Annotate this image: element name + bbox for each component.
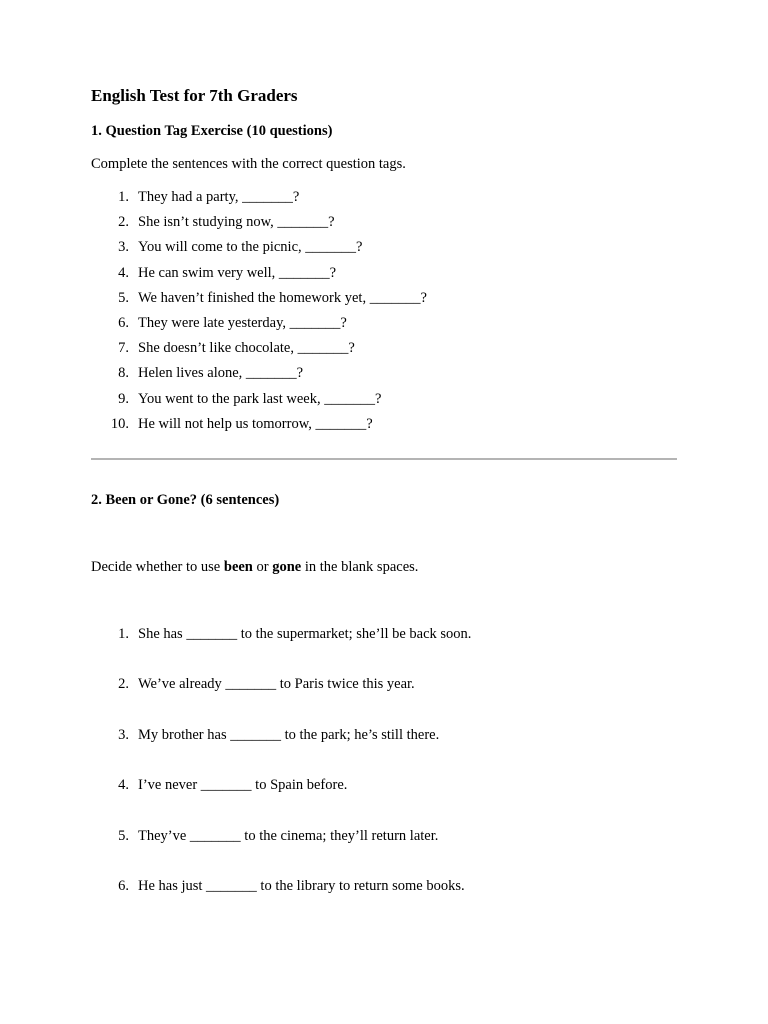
item-text: He will not help us tomorrow, _______?	[138, 415, 373, 432]
section2-instruction	[91, 557, 418, 577]
list-item	[91, 235, 427, 260]
list-item	[91, 210, 427, 235]
item-number: 9.	[118, 390, 129, 407]
list-item	[91, 286, 427, 311]
document-title: English Test for 7th Graders	[91, 86, 298, 105]
item-text: We’ve already _______ to Paris twice this year.	[138, 676, 415, 693]
item-text: She has _______ to the supermarket; she’ll be back soon.	[138, 626, 472, 642]
list-item	[91, 876, 471, 926]
item-text: He can swim very well, _______?	[138, 264, 337, 281]
been-gone-list	[91, 624, 471, 926]
item-number: 4.	[118, 264, 129, 281]
section-divider	[91, 458, 677, 460]
item-text: They’ve _______ to the cinema; they’ll return later.	[138, 827, 439, 844]
instruction-text: in the blank spaces.	[301, 559, 419, 575]
list-item	[91, 674, 471, 724]
list-item	[91, 412, 427, 437]
instruction-keyword-been: been	[223, 559, 253, 575]
item-number: 7.	[118, 340, 129, 357]
list-item	[91, 624, 471, 674]
item-text: They were late yesterday, _______?	[138, 314, 347, 331]
item-number: 2.	[118, 676, 129, 693]
item-number: 8.	[118, 365, 129, 382]
list-item	[91, 311, 427, 336]
item-number: 5.	[118, 289, 129, 306]
list-item	[91, 826, 471, 876]
list-item	[91, 336, 427, 361]
item-text: He has just _______ to the library to return some books.	[138, 877, 465, 894]
item-number: 4.	[118, 777, 129, 794]
section1-heading: 1. Question Tag Exercise (10 questions)	[91, 123, 333, 139]
item-number: 1.	[118, 189, 129, 205]
list-item	[91, 725, 471, 775]
item-text: You will come to the picnic, _______?	[138, 239, 363, 256]
item-number: 6.	[118, 877, 129, 894]
item-text: They had a party, _______?	[138, 189, 300, 205]
section1-instruction: Complete the sentences with the correct question tags.	[91, 156, 406, 172]
item-number: 5.	[118, 827, 129, 844]
instruction-text: Decide whether to use	[91, 559, 224, 575]
instruction-text: or	[252, 559, 273, 575]
item-text: She isn’t studying now, _______?	[138, 214, 335, 231]
item-number: 1.	[118, 626, 129, 642]
item-text: Helen lives alone, _______?	[138, 365, 304, 382]
section2-heading: 2. Been or Gone? (6 sentences)	[91, 492, 280, 508]
item-text: I’ve never _______ to Spain before.	[138, 777, 348, 794]
item-text: You went to the park last week, _______?	[138, 390, 382, 407]
item-number: 3.	[118, 726, 129, 743]
list-item	[91, 387, 427, 412]
list-item	[91, 361, 427, 386]
question-tag-list	[91, 185, 427, 437]
item-number: 2.	[118, 214, 129, 231]
item-number: 10.	[110, 415, 129, 432]
instruction-keyword-gone: gone	[272, 559, 302, 575]
item-number: 6.	[118, 314, 129, 331]
list-item	[91, 775, 471, 825]
item-text: We haven’t finished the homework yet, _______?	[138, 289, 427, 306]
item-number: 3.	[118, 239, 129, 256]
item-text: She doesn’t like chocolate, _______?	[138, 340, 355, 357]
item-text: My brother has _______ to the park; he’s still there.	[138, 726, 440, 743]
list-item	[91, 261, 427, 286]
list-item	[91, 185, 427, 210]
